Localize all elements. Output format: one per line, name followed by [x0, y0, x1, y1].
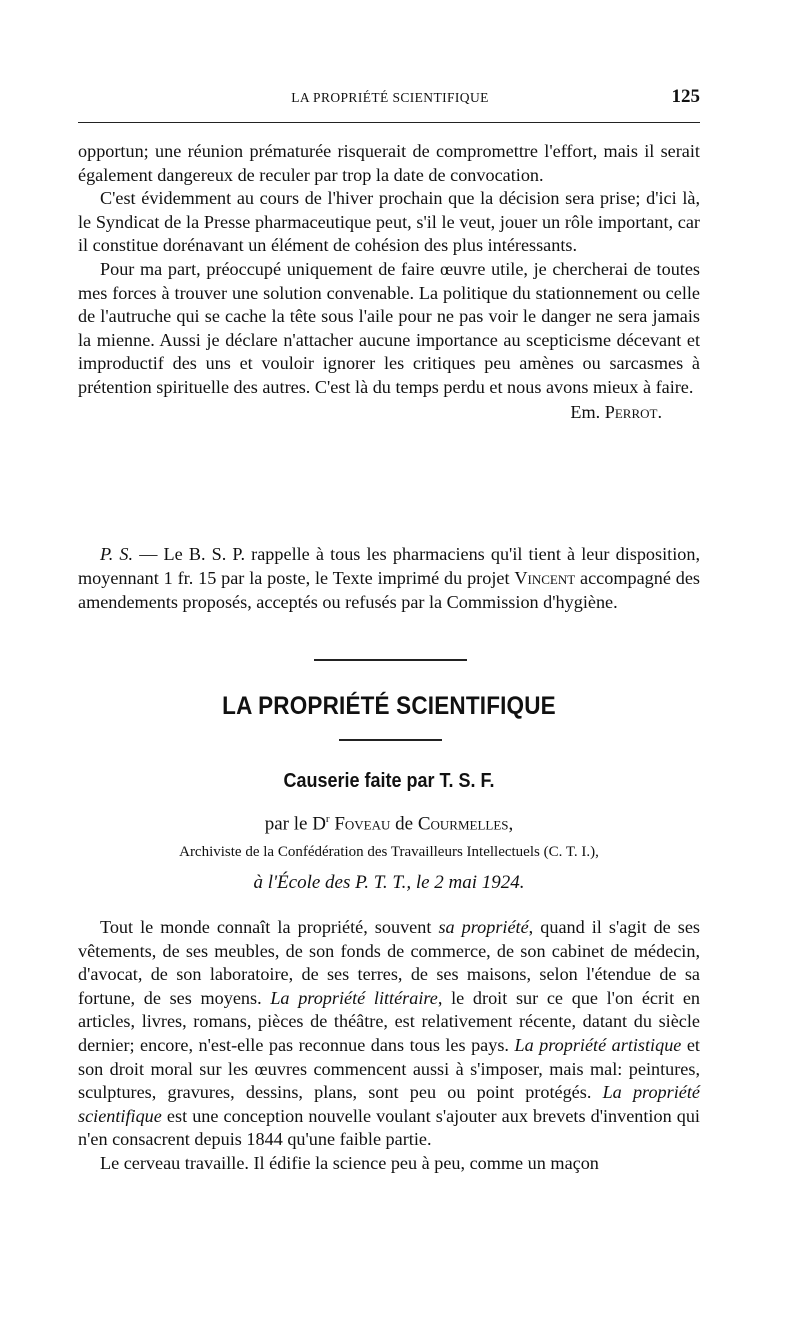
article-body: [78, 916, 700, 1176]
article-subtitle: Causerie faite par T. S. F.: [283, 770, 495, 792]
byline-prefix: par le D: [264, 813, 326, 835]
postscript-text-end: accompagné des amendements proposés, acceptés ou refusés par la Commission d'hygiène.: [78, 568, 700, 612]
previous-article-text: [78, 140, 700, 424]
running-title: LA PROPRIÉTÉ SCIENTIFIQUE: [291, 90, 489, 105]
italic-term: La propriété scientifique: [78, 1082, 700, 1126]
author-affiliation: Archiviste de la Confédération des Travailleurs Intellectuels (C. T. I.),: [179, 844, 599, 860]
byline: [78, 813, 700, 835]
author-last-name: Courmelles,: [417, 813, 514, 835]
running-header: [78, 86, 700, 112]
page-number: 125: [671, 86, 700, 107]
paragraph: Le cerveau travaille. Il édifie la science peu à peu, comme un maçon: [100, 1152, 599, 1173]
italic-term: La propriété littéraire: [270, 987, 438, 1008]
title-underline: [339, 739, 442, 741]
paragraph: opportun; une réunion prématurée risquerait de compromettre l'effort, mais il serait également dangereux de reculer par trop la date de convocation.: [78, 141, 700, 185]
postscript-name: Vincent: [514, 568, 576, 588]
signature-name: Perrot.: [604, 401, 662, 422]
venue-date: à l'École des P. T. T., le 2 mai 1924.: [253, 872, 525, 893]
byline-superscript: r: [325, 813, 330, 825]
section-divider: [314, 659, 467, 661]
author-particle: de: [395, 813, 414, 835]
author-first-name: Foveau: [334, 813, 391, 835]
header-rule: [78, 122, 700, 123]
postscript-text: — Le B. S. P. rappelle à tous les pharmaciens qu'il tient à leur disposition, moyennant 1 fr. 15 par la poste, le Texte imprimé du projet: [78, 544, 700, 588]
postscript-label: P. S.: [100, 544, 134, 564]
signature-initial: Em.: [570, 401, 601, 422]
postscript: [78, 542, 700, 614]
italic-term: sa propriété: [438, 917, 529, 937]
paragraph: Tout le monde connaît la propriété, souvent sa propriété, quand il s'agit de ses vêtements, de ses meubles, de son fonds de commerce, de son cabinet de médecin, d'avocat, de son laboratoire, de ses terres, de ses maisons, selon l'étendue de sa fortune, de ses moyens. La propriété littéraire, le droit sur ce que l'on écrit en articles, livres, romans, pièces de théâtre, est relativement récente, datant du siècle dernier; encore, n'est-elle pas reconnue dans tous les pays. La propriété artistique et son droit moral sur les œuvres commencent aussi à s'imposer, mais mal: peintures, sculptures, gravures, dessins, plans, sont peu ou point protégés. La propriété scientifique est une conception nouvelle voulant s'ajouter aux brevets d'invention qui n'en consacrent depuis 1844 qu'une faible partie.: [78, 917, 701, 1150]
article-title: LA PROPRIÉTÉ SCIENTIFIQUE: [222, 692, 556, 720]
italic-term: La propriété artistique: [514, 1034, 682, 1055]
paragraph: Pour ma part, préoccupé uniquement de faire œuvre utile, je chercherai de toutes mes forces à trouver une solution convenable. La politique du stationnement ou celle de l'autruche qui se cache la tête sous l'aile pour ne pas voir le danger ne sera jamais la mienne. Aussi je déclare n'attacher aucune importance au scepticisme décevant et improductif des uns et vouloir ignorer les critiques peu amènes ou sarcasmes à prétention spirituelle des autres. C'est là du temps perdu et nous avons mieux à faire.: [78, 258, 700, 397]
signature: [78, 401, 700, 425]
paragraph: C'est évidemment au cours de l'hiver prochain que la décision sera prise; d'ici là, le Syndicat de la Presse pharmaceutique peut, s'il le veut, jouer un rôle important, car il constitue dorénavant un élément de cohésion des plus intéressants.: [78, 188, 700, 256]
